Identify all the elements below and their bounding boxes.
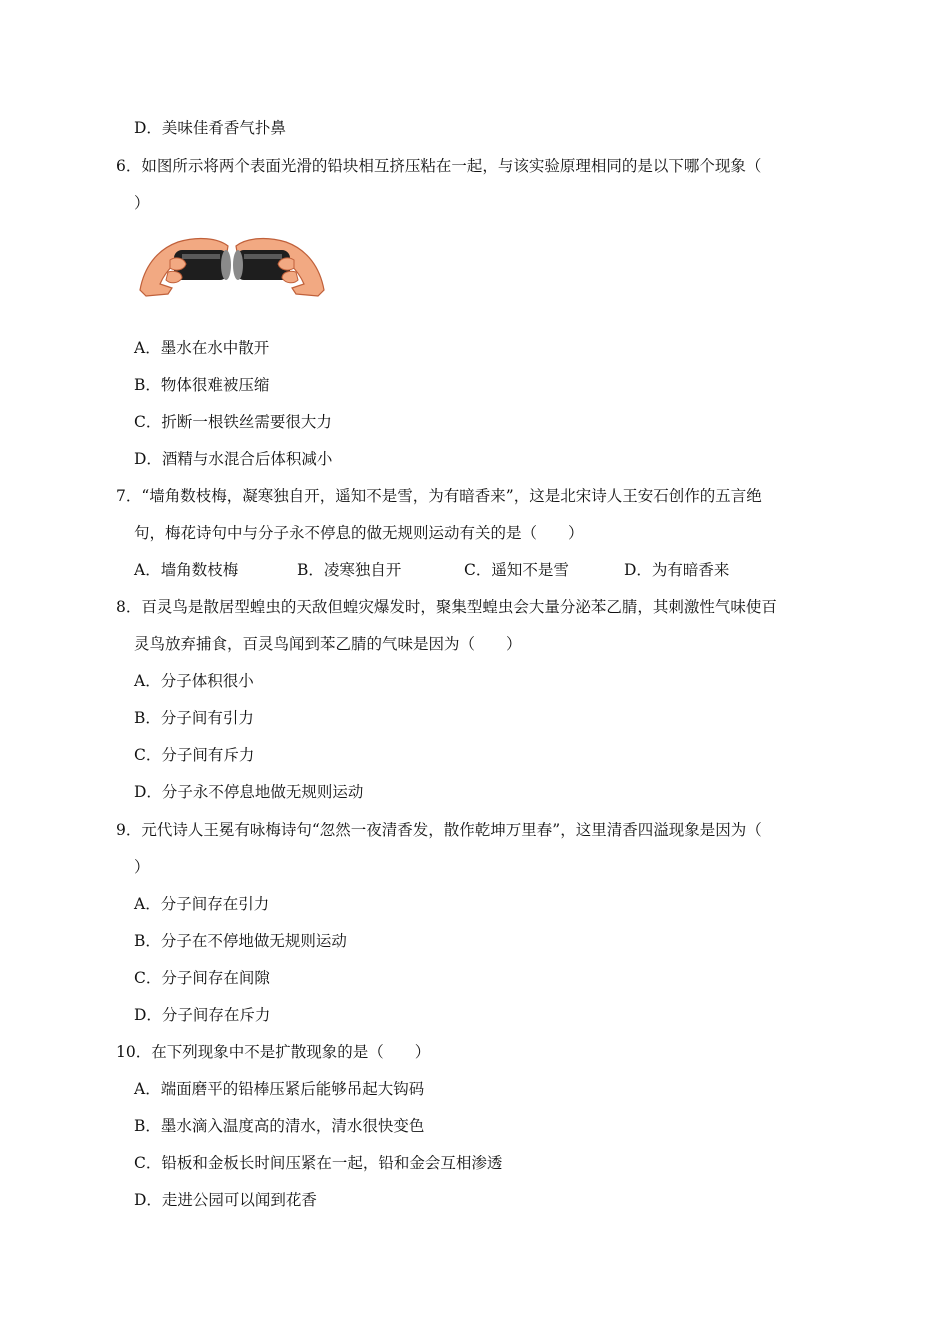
q10-option-b: B．墨水滴入温度高的清水，清水很快变色 bbox=[134, 1117, 425, 1135]
q6-stem-line1: 6．如图所示将两个表面光滑的铅块相互挤压粘在一起，与该实验原理相同的是以下哪个现象（ bbox=[116, 157, 762, 175]
q7-options-row bbox=[134, 560, 854, 580]
q7-option-c: C．遥知不是雪 bbox=[464, 561, 569, 579]
q10-option-d: D．走进公园可以闻到花香 bbox=[134, 1191, 317, 1209]
q8-stem-line1: 8．百灵鸟是散居型蝗虫的天敌但蝗灾爆发时，聚集型蝗虫会大量分泌苯乙腈，其刺激性气味使百 bbox=[116, 598, 777, 616]
q6-option-a: A．墨水在水中散开 bbox=[134, 339, 270, 357]
q5-option-d: D．美味佳肴香气扑鼻 bbox=[134, 119, 286, 137]
q6-option-d: D．酒精与水混合后体积减小 bbox=[134, 450, 333, 468]
q9-option-c: C．分子间存在间隙 bbox=[134, 969, 270, 987]
q8-option-c: C．分子间有斥力 bbox=[134, 746, 255, 764]
q6-option-b: B．物体很难被压缩 bbox=[134, 376, 270, 394]
q7-option-a: A．墙角数枝梅 bbox=[134, 561, 239, 579]
hands-pressing-lead-blocks-icon bbox=[138, 228, 326, 298]
q8-option-b: B．分子间有引力 bbox=[134, 709, 254, 727]
q8-option-a: A．分子体积很小 bbox=[134, 672, 254, 690]
q7-stem-line1: 7．“墙角数枝梅，凝寒独自开，遥知不是雪，为有暗香来”，这是北宋诗人王安石创作的五言绝 bbox=[116, 487, 762, 505]
q6-stem-line2: ） bbox=[134, 194, 150, 212]
q9-option-b: B．分子在不停地做无规则运动 bbox=[134, 932, 347, 950]
q9-option-a: A．分子间存在引力 bbox=[134, 895, 270, 913]
q9-option-d: D．分子间存在斥力 bbox=[134, 1006, 271, 1024]
q8-stem-line2: 灵鸟放弃捕食，百灵鸟闻到苯乙腈的气味是因为（ ） bbox=[134, 635, 522, 653]
q6-option-c: C．折断一根铁丝需要很大力 bbox=[134, 413, 332, 431]
q10-option-c: C．铅板和金板长时间压紧在一起，铅和金会互相渗透 bbox=[134, 1154, 503, 1172]
q9-stem-line2: ） bbox=[134, 858, 150, 876]
q9-stem-line1: 9．元代诗人王冕有咏梅诗句“忽然一夜清香发，散作乾坤万里春”，这里清香四溢现象是因为（ bbox=[116, 821, 762, 839]
q7-option-d: D．为有暗香来 bbox=[624, 561, 730, 579]
q10-option-a: A．端面磨平的铅棒压紧后能够吊起大钩码 bbox=[134, 1080, 425, 1098]
q8-option-d: D．分子永不停息地做无规则运动 bbox=[134, 783, 364, 801]
q7-option-b: B．凌寒独自开 bbox=[297, 561, 402, 579]
q7-stem-line2: 句，梅花诗句中与分子永不停息的做无规则运动有关的是（ ） bbox=[134, 524, 584, 542]
q10-stem-line1: 10．在下列现象中不是扩散现象的是（ ） bbox=[116, 1043, 431, 1061]
